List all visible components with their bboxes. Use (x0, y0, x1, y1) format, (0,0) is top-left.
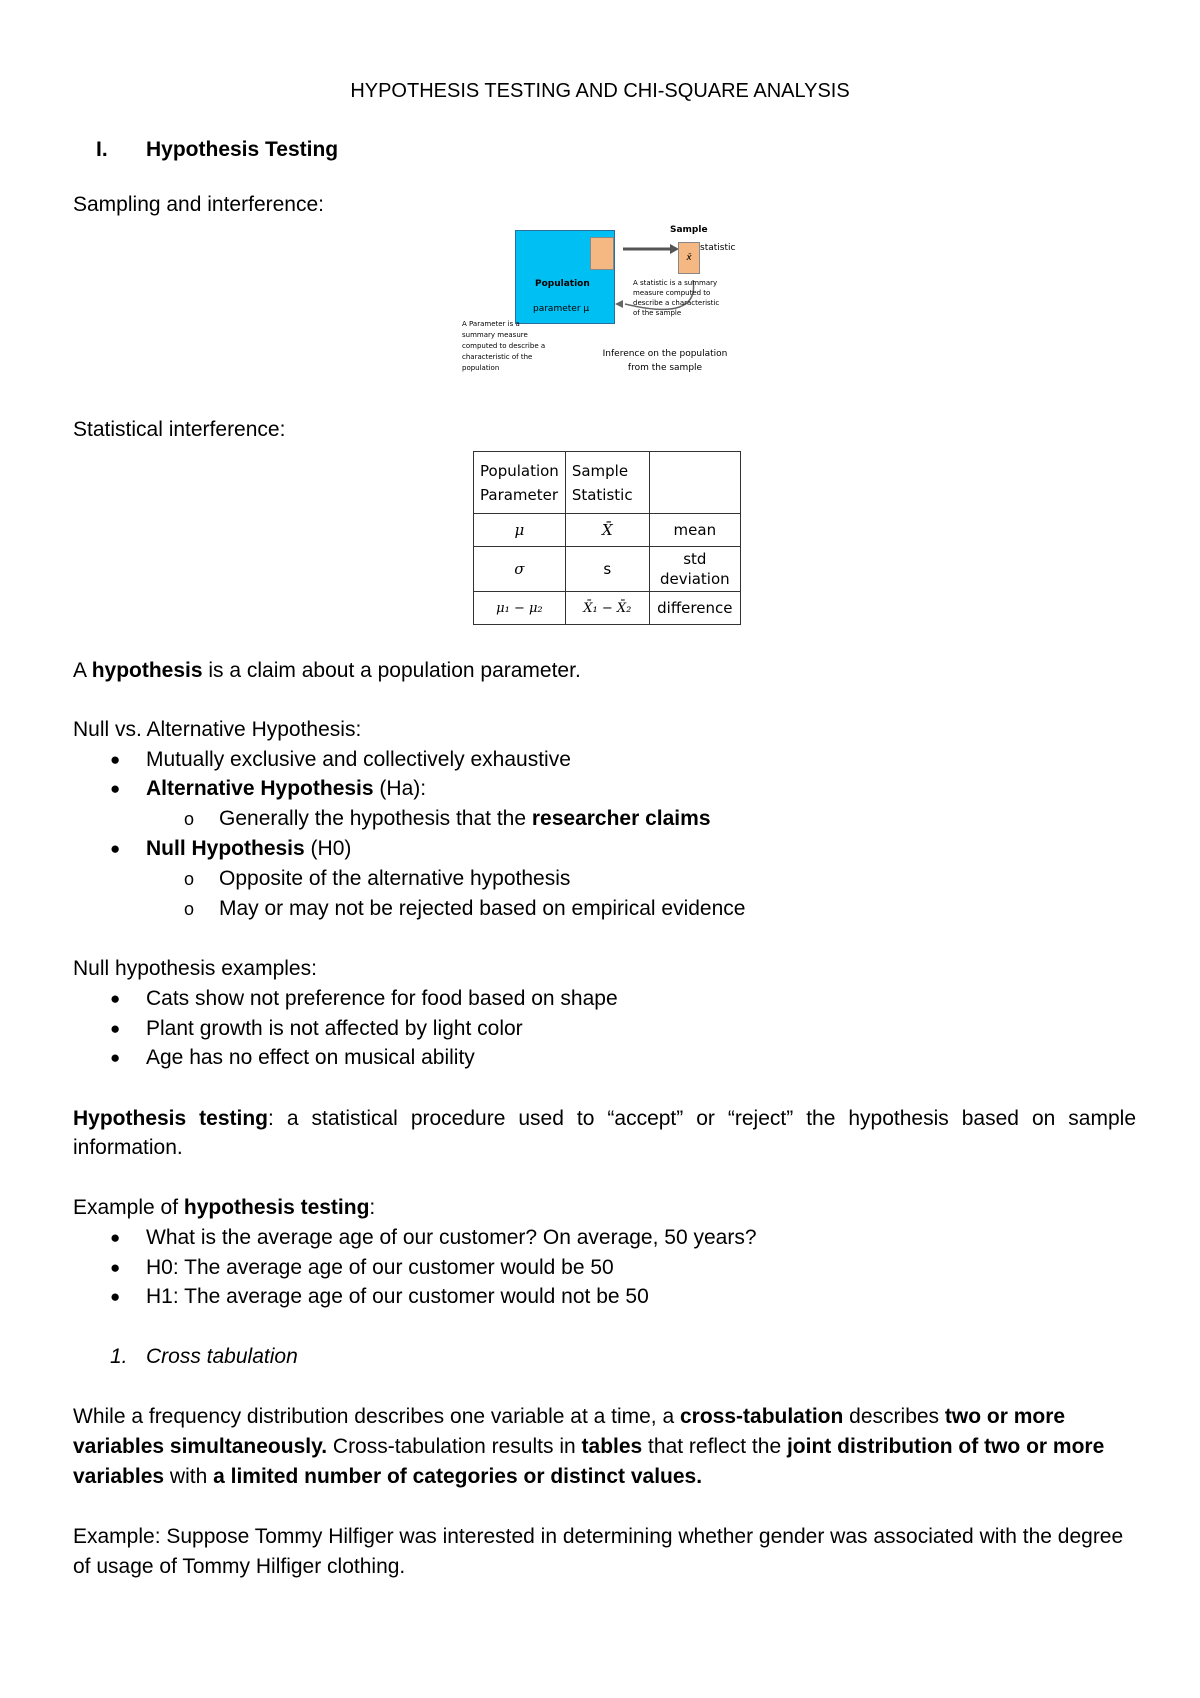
table-row (474, 592, 741, 625)
list-item: May or may not be rejected based on empirical evidence (219, 897, 746, 920)
hypothesis-testing-definition: Hypothesis testing: a statistical procedure used to “accept” or “reject” the hypothesis based on sample information. (73, 1107, 1136, 1159)
bullet-icon: ● (110, 1258, 121, 1277)
list-item: Age has no effect on musical ability (146, 1046, 475, 1069)
example-testing-label: Example of hypothesis testing: (73, 1196, 376, 1219)
document-title: HYPOTHESIS TESTING AND CHI-SQUARE ANALYSIS (350, 80, 850, 102)
parameter-label: parameter μ (533, 304, 590, 314)
hypothesis-definition: A hypothesis is a claim about a population parameter. (73, 659, 581, 682)
population-label: Population (535, 279, 590, 289)
list-item: Null Hypothesis (H0) (146, 837, 352, 860)
bullet-icon: ● (110, 1048, 121, 1067)
header-blank (649, 452, 740, 514)
table-row (474, 514, 741, 547)
population-sample-square (590, 237, 614, 270)
header-population-parameter: Population Parameter (474, 452, 566, 514)
statistical-label: Statistical interference: (73, 418, 286, 441)
list-item: Alternative Hypothesis (Ha): (146, 777, 427, 800)
table-header-row (474, 452, 741, 514)
example-paragraph: Example: Suppose Tommy Hilfiger was interested in determining whether gender was associated with the degree of usage of Tommy Hilfiger clothing. (73, 1525, 1124, 1578)
statistic-description: A statistic is a summary measure computed to describe a characteristic of the sample (633, 279, 720, 317)
bullet-icon: ● (110, 1019, 121, 1038)
sample-label: Sample (670, 225, 708, 235)
inference-caption: Inference on the population from the sample (602, 349, 728, 373)
bullet-icon: ● (110, 1287, 121, 1306)
table-cell: X̄₁ − X̄₂ (565, 592, 649, 625)
sub-bullet-icon: o (184, 809, 195, 829)
null-examples-label: Null hypothesis examples: (73, 957, 317, 980)
table-cell: X̄ (565, 514, 649, 547)
null-vs-alt-label: Null vs. Alternative Hypothesis: (73, 718, 362, 741)
section-heading: Hypothesis Testing (146, 138, 339, 161)
bullet-icon: ● (110, 779, 121, 798)
list-item: Generally the hypothesis that the researcher claims (219, 807, 711, 830)
table-cell: μ₁ − μ₂ (474, 592, 566, 625)
table-cell: s (565, 547, 649, 592)
bullet-icon: ● (110, 750, 121, 769)
list-item: Cats show not preference for food based on shape (146, 987, 618, 1010)
table-row (474, 547, 741, 592)
subsection-title: Cross tabulation (146, 1345, 298, 1368)
sampling-diagram (462, 222, 755, 387)
table-cell: std deviation (649, 547, 740, 592)
bullet-icon: ● (110, 1228, 121, 1247)
table-cell: μ (474, 514, 566, 547)
parameter-description: A Parameter is a summary measure computed to describe a characteristic of the population (462, 320, 546, 372)
sub-bullet-icon: o (184, 899, 195, 919)
parameter-statistic-table (473, 451, 741, 625)
header-sample-statistic: Sample Statistic (565, 452, 649, 514)
list-item: H0: The average age of our customer would be 50 (146, 1256, 614, 1279)
section-number: I. (96, 138, 108, 161)
list-item: H1: The average age of our customer would not be 50 (146, 1285, 649, 1308)
list-item: Plant growth is not affected by light color (146, 1017, 523, 1040)
table-cell: mean (649, 514, 740, 547)
crosstab-paragraph: While a frequency distribution describes one variable at a time, a cross-tabulation describes two or more variables simultaneously. Cross-tabulation results in tables that reflect the joint distribution of two or more variables with a limited number of categories or distinct values. (73, 1405, 1105, 1488)
bullet-icon: ● (110, 839, 121, 858)
sampling-label: Sampling and interference: (73, 193, 324, 216)
bullet-icon: ● (110, 989, 121, 1008)
sub-bullet-icon: o (184, 869, 195, 889)
sample-box: x̄ (678, 242, 700, 274)
list-item: Opposite of the alternative hypothesis (219, 867, 571, 890)
table-cell: difference (649, 592, 740, 625)
list-item: Mutually exclusive and collectively exhaustive (146, 748, 571, 771)
list-item: What is the average age of our customer? On average, 50 years? (146, 1226, 757, 1249)
table-cell: σ (474, 547, 566, 592)
statistic-label: statistic (700, 243, 736, 253)
subsection-number: 1. (110, 1345, 128, 1368)
